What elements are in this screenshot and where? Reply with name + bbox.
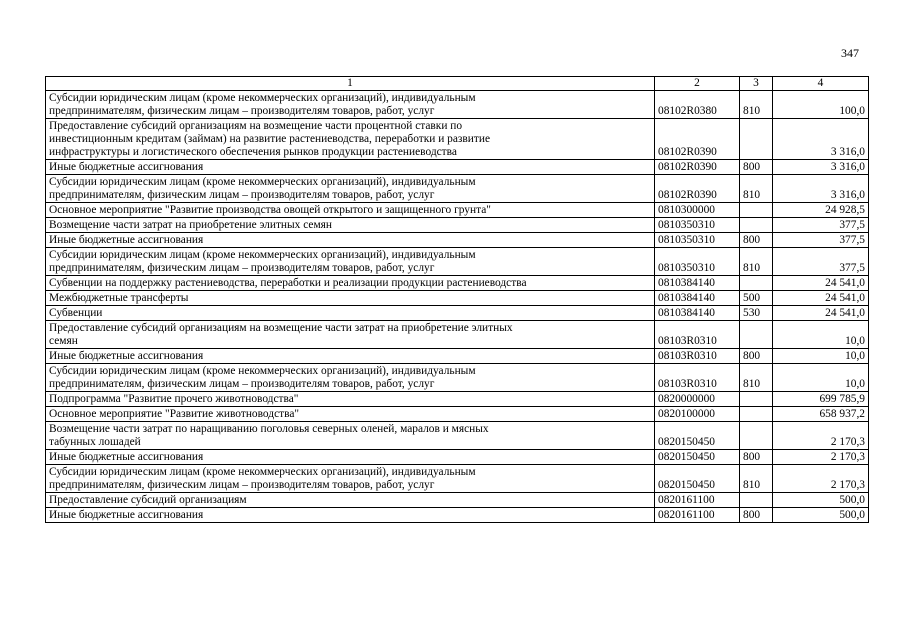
row-name-line: Основное мероприятие "Развитие производства овощей открытого и защищенного грунта" [49,204,491,216]
row-name-cell [46,465,655,493]
row-type-cell: 810 [740,465,773,493]
row-type-cell [740,119,773,160]
row-code-cell: 08102R0380 [655,91,740,119]
row-name-line: Субвенции [49,307,103,319]
row-amount-cell: 3 316,0 [773,160,869,175]
row-amount-cell: 3 316,0 [773,175,869,203]
row-amount-cell: 10,0 [773,321,869,349]
row-name-line: предпринимателям, физическим лицам – производителям товаров, работ, услуг [49,189,435,201]
row-name-cell [46,349,655,364]
table-row [46,392,869,407]
row-amount-cell: 658 937,2 [773,407,869,422]
row-amount-cell: 24 541,0 [773,291,869,306]
row-code-cell: 0820150450 [655,465,740,493]
table-row [46,160,869,175]
row-amount-cell: 2 170,3 [773,422,869,450]
row-name-line: табунных лошадей [49,436,141,448]
header-col-1: 1 [46,77,655,91]
row-code-cell: 08103R0310 [655,349,740,364]
table-row [46,306,869,321]
row-name-line: Иные бюджетные ассигнования [49,161,204,173]
row-name-line: Субсидии юридическим лицам (кроме некоммерческих организаций), индивидуальным [49,176,476,188]
row-name-line: Предоставление субсидий организациям на возмещение части процентной ставки по [49,120,463,132]
row-name-cell [46,407,655,422]
row-name-line: Субсидии юридическим лицам (кроме некоммерческих организаций), индивидуальным [49,92,476,104]
row-name-cell [46,160,655,175]
row-name-line: Субвенции на поддержку растениеводства, переработки и реализации продукции растениеводства [49,277,527,289]
table-row [46,276,869,291]
header-col-3: 3 [740,77,773,91]
header-col-4: 4 [773,77,869,91]
row-code-cell: 0810384140 [655,276,740,291]
row-code-cell: 0810384140 [655,306,740,321]
row-name-cell [46,493,655,508]
row-type-cell [740,407,773,422]
row-name-line: Межбюджетные трансферты [49,292,189,304]
row-name-line: Возмещение части затрат по наращиванию поголовья северных оленей, маралов и мясных [49,423,489,435]
row-amount-cell: 2 170,3 [773,450,869,465]
row-amount-cell: 500,0 [773,508,869,523]
row-name-line: Предоставление субсидий организациям на возмещение части затрат на приобретение элитных [49,322,513,334]
row-type-cell [740,203,773,218]
row-name-cell [46,422,655,450]
row-code-cell: 08102R0390 [655,160,740,175]
table-row [46,203,869,218]
row-amount-cell: 24 541,0 [773,306,869,321]
row-name-cell [46,276,655,291]
row-amount-cell: 10,0 [773,364,869,392]
row-code-cell: 0820100000 [655,407,740,422]
row-amount-cell: 2 170,3 [773,465,869,493]
table-row [46,422,869,450]
row-name-cell [46,291,655,306]
row-name-line: Возмещение части затрат на приобретение элитных семян [49,219,333,231]
row-type-cell [740,493,773,508]
row-name-cell [46,248,655,276]
row-amount-cell: 100,0 [773,91,869,119]
row-code-cell: 0820161100 [655,493,740,508]
row-name-line: инфраструктуры и логистического обеспечения рынков продукции растениеводства [49,146,457,158]
row-amount-cell: 10,0 [773,349,869,364]
row-name-cell [46,450,655,465]
row-name-line: семян [49,335,78,347]
table-row [46,493,869,508]
row-type-cell: 800 [740,160,773,175]
row-type-cell: 530 [740,306,773,321]
row-code-cell: 0810350310 [655,218,740,233]
table-row [46,465,869,493]
row-code-cell: 0820000000 [655,392,740,407]
row-amount-cell: 699 785,9 [773,392,869,407]
row-amount-cell: 377,5 [773,218,869,233]
row-name-line: Предоставление субсидий организациям [49,494,247,506]
row-amount-cell: 500,0 [773,493,869,508]
table-row [46,364,869,392]
row-name-cell [46,306,655,321]
row-type-cell: 500 [740,291,773,306]
row-amount-cell: 3 316,0 [773,119,869,160]
row-name-cell [46,392,655,407]
row-name-cell [46,364,655,392]
row-type-cell [740,392,773,407]
row-code-cell: 0820161100 [655,508,740,523]
row-type-cell: 800 [740,349,773,364]
row-code-cell: 0820150450 [655,422,740,450]
row-name-line: Иные бюджетные ассигнования [49,509,204,521]
row-name-cell [46,175,655,203]
row-amount-cell: 377,5 [773,233,869,248]
row-name-line: Субсидии юридическим лицам (кроме некоммерческих организаций), индивидуальным [49,365,476,377]
table-header-row [46,77,869,91]
row-name-line: Иные бюджетные ассигнования [49,451,204,463]
row-name-cell [46,218,655,233]
row-type-cell [740,276,773,291]
row-name-line: предпринимателям, физическим лицам – производителям товаров, работ, услуг [49,105,435,117]
row-type-cell: 810 [740,175,773,203]
table-row [46,218,869,233]
row-name-cell [46,321,655,349]
table-row [46,119,869,160]
row-name-cell [46,233,655,248]
row-type-cell: 800 [740,450,773,465]
row-code-cell: 08103R0310 [655,364,740,392]
row-code-cell: 0810300000 [655,203,740,218]
table-row [46,407,869,422]
row-code-cell: 0820150450 [655,450,740,465]
row-name-cell [46,508,655,523]
table-row [46,233,869,248]
row-name-line: Субсидии юридическим лицам (кроме некоммерческих организаций), индивидуальным [49,466,476,478]
table-row [46,175,869,203]
table-row [46,349,869,364]
row-name-line: предпринимателям, физическим лицам – производителям товаров, работ, услуг [49,262,435,274]
table-body [46,91,869,523]
row-name-line: Субсидии юридическим лицам (кроме некоммерческих организаций), индивидуальным [49,249,476,261]
row-code-cell: 08102R0390 [655,175,740,203]
row-code-cell: 0810350310 [655,248,740,276]
row-name-line: предпринимателям, физическим лицам – производителям товаров, работ, услуг [49,479,435,491]
table-row [46,248,869,276]
table-row [46,508,869,523]
row-amount-cell: 24 928,5 [773,203,869,218]
page-number: 347 [841,46,859,60]
row-type-cell: 800 [740,508,773,523]
row-type-cell: 800 [740,233,773,248]
table-row [46,91,869,119]
row-name-line: Подпрограмма "Развитие прочего животноводства" [49,393,299,405]
row-name-line: Иные бюджетные ассигнования [49,350,204,362]
row-name-cell [46,119,655,160]
row-code-cell: 08102R0390 [655,119,740,160]
table-row [46,291,869,306]
row-code-cell: 08103R0310 [655,321,740,349]
table-row [46,321,869,349]
row-name-cell [46,91,655,119]
row-type-cell [740,218,773,233]
row-name-line: инвестиционным кредитам (займам) на развитие растениеводства, переработки и развитие [49,133,491,145]
budget-table [45,76,869,523]
row-type-cell: 810 [740,248,773,276]
row-type-cell [740,321,773,349]
row-name-line: Основное мероприятие "Развитие животноводства" [49,408,300,420]
row-code-cell: 0810350310 [655,233,740,248]
row-name-line: предпринимателям, физическим лицам – производителям товаров, работ, услуг [49,378,435,390]
row-type-cell [740,422,773,450]
row-amount-cell: 24 541,0 [773,276,869,291]
row-type-cell: 810 [740,364,773,392]
header-col-2: 2 [655,77,740,91]
row-name-line: Иные бюджетные ассигнования [49,234,204,246]
table-row [46,450,869,465]
row-type-cell: 810 [740,91,773,119]
row-amount-cell: 377,5 [773,248,869,276]
row-name-cell [46,203,655,218]
row-code-cell: 0810384140 [655,291,740,306]
